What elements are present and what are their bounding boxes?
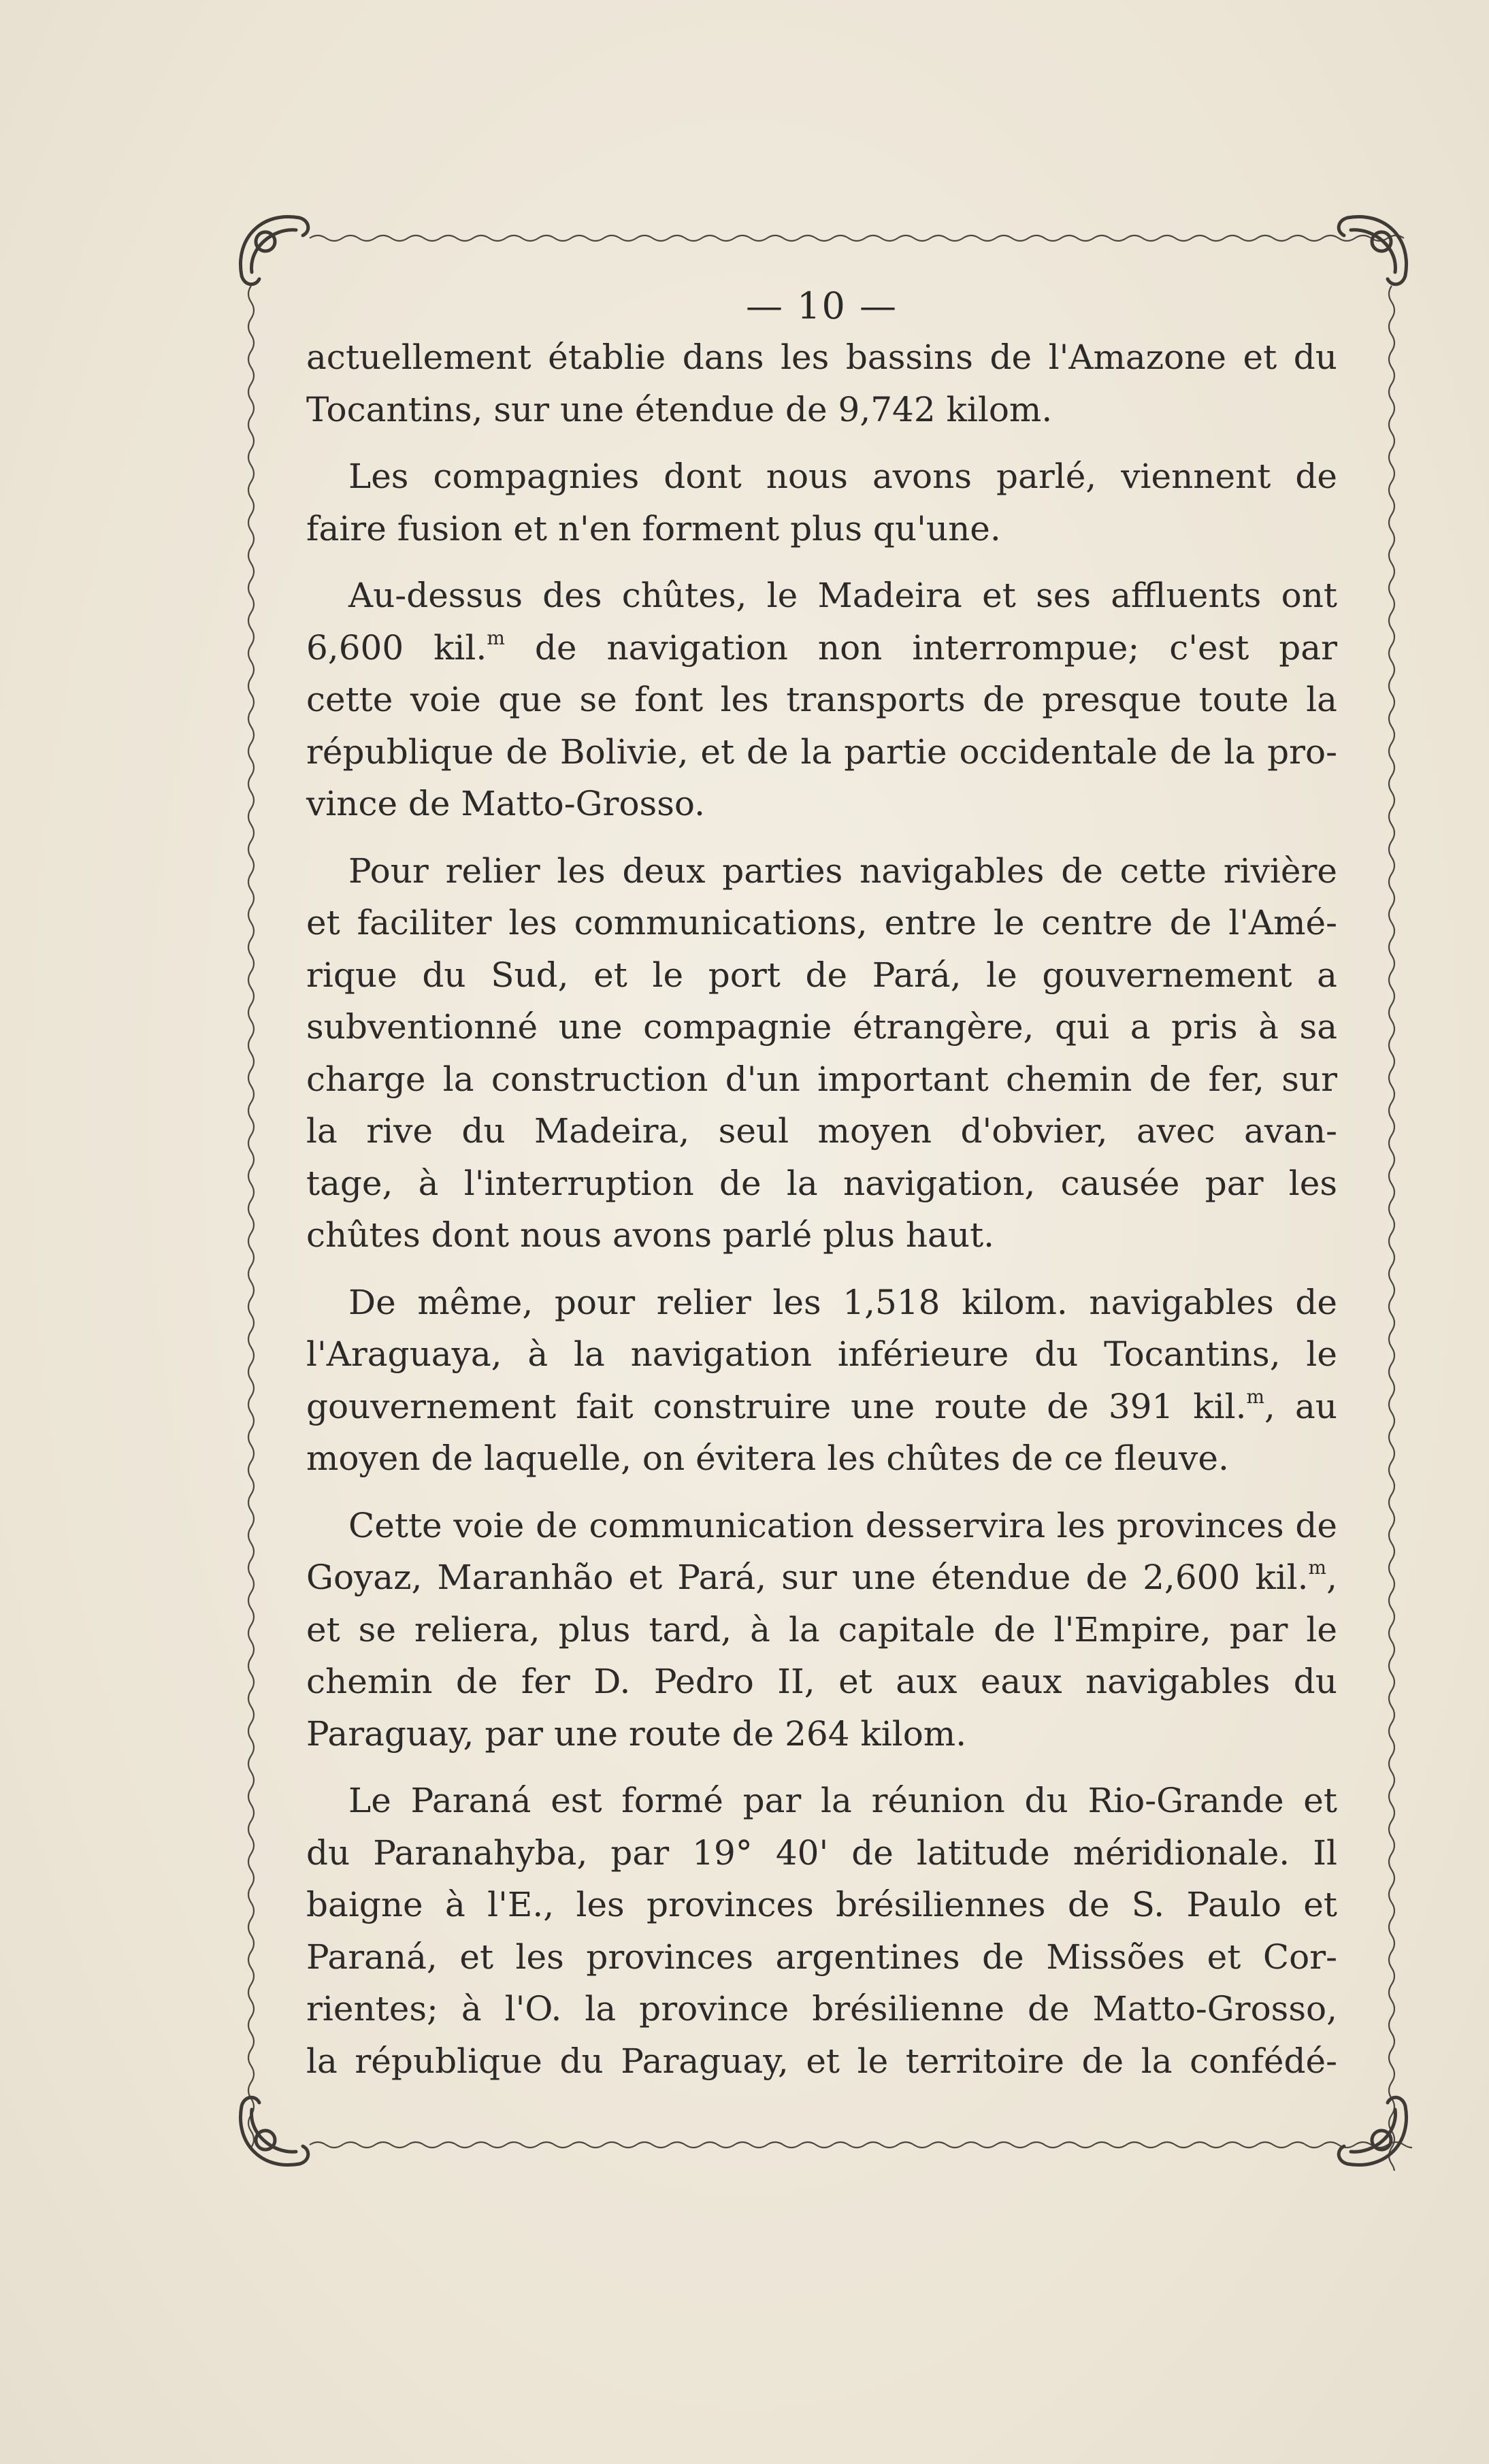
- page-number: — 10 —: [745, 284, 898, 327]
- text-line: Paraná, et les provinces argentines de Missões et Cor-: [306, 1937, 1337, 1977]
- paragraph: [306, 570, 1337, 830]
- text-line: Goyaz, Maranhão et Pará, sur une étendue de 2,600 kil.$^m$,: [306, 1556, 1337, 1597]
- text-line: Le Paraná est formé par la réunion du Rio-Grande et: [348, 1781, 1337, 1820]
- text-line: l'Araguaya, à la navigation inférieure du Tocantins, le: [306, 1334, 1337, 1374]
- text-line: faire fusion et n'en forment plus qu'une.: [306, 508, 1001, 548]
- text-line: république de Bolivie, et de la partie occidentale de la pro-: [306, 732, 1337, 772]
- text-line: la rive du Madeira, seul moyen d'obvier, avec avan-: [306, 1111, 1337, 1151]
- paragraph: [306, 1775, 1337, 2087]
- paragraph: [306, 845, 1337, 1262]
- corner-flourish-top-left: [240, 216, 308, 284]
- text-line: rique du Sud, et le port de Pará, le gouvernement a: [306, 955, 1337, 995]
- corner-flourish-bottom-right: [1339, 2097, 1406, 2165]
- text-line: charge la construction d'un important chemin de fer, sur: [306, 1059, 1337, 1099]
- paragraph: [306, 450, 1337, 555]
- text-line: 6,600 kil.$^m$ de navigation non interrompue; c'est par: [306, 626, 1337, 668]
- text-line: actuellement établie dans les bassins de l'Amazone et du: [306, 338, 1337, 377]
- text-line: et se reliera, plus tard, à la capitale de l'Empire, par le: [306, 1609, 1337, 1649]
- text-line: Paraguay, par une route de 264 kilom.: [306, 1713, 967, 1754]
- corner-flourish-top-right: [1339, 216, 1406, 284]
- text-line: Tocantins, sur une étendue de 9,742 kilom.: [306, 389, 1053, 429]
- paragraph: [306, 331, 1337, 436]
- text-line: baigne à l'E., les provinces brésiliennes de S. Paulo et: [306, 1885, 1337, 1924]
- text-line: Pour relier les deux parties navigables de cette rivière: [348, 851, 1337, 891]
- text-line: chemin de fer D. Pedro II, et aux eaux navigables du: [306, 1662, 1337, 1701]
- text-line: Cette voie de communication desservira les provinces de: [348, 1505, 1337, 1545]
- text-line: Au-dessus des chûtes, le Madeira et ses affluents ont: [348, 576, 1337, 615]
- text-line: De même, pour relier les 1,518 kilom. navigables de: [348, 1282, 1337, 1322]
- paragraph: [306, 1500, 1337, 1760]
- paragraph-list: [306, 331, 1337, 2087]
- text-line: vince de Matto-Grosso.: [306, 784, 705, 823]
- text-line: chûtes dont nous avons parlé plus haut.: [306, 1215, 995, 1255]
- text-line: cette voie que se font les transports de presque toute la: [306, 680, 1337, 719]
- text-line: moyen de laquelle, on évitera les chûtes de ce fleuve.: [306, 1439, 1229, 1478]
- text-line: subventionné une compagnie étrangère, qui a pris à sa: [306, 1007, 1337, 1047]
- text-line: du Paranahyba, par 19° 40' de latitude méridionale. Il: [306, 1833, 1337, 1873]
- paragraph: [306, 1277, 1337, 1485]
- page-text: [306, 276, 1337, 2133]
- text-line: gouvernement fait construire une route de 391 kil.$^m$, au: [306, 1385, 1337, 1426]
- text-line: et faciliter les communications, entre le centre de l'Amé-: [306, 903, 1337, 942]
- text-line: la république du Paraguay, et le territoire de la confédé-: [306, 2041, 1337, 2081]
- text-line: tage, à l'interruption de la navigation, causée par les: [306, 1163, 1337, 1203]
- text-line: rientes; à l'O. la province brésilienne de Matto-Grosso,: [306, 1989, 1337, 2028]
- text-line: Les compagnies dont nous avons parlé, viennent de: [348, 457, 1337, 496]
